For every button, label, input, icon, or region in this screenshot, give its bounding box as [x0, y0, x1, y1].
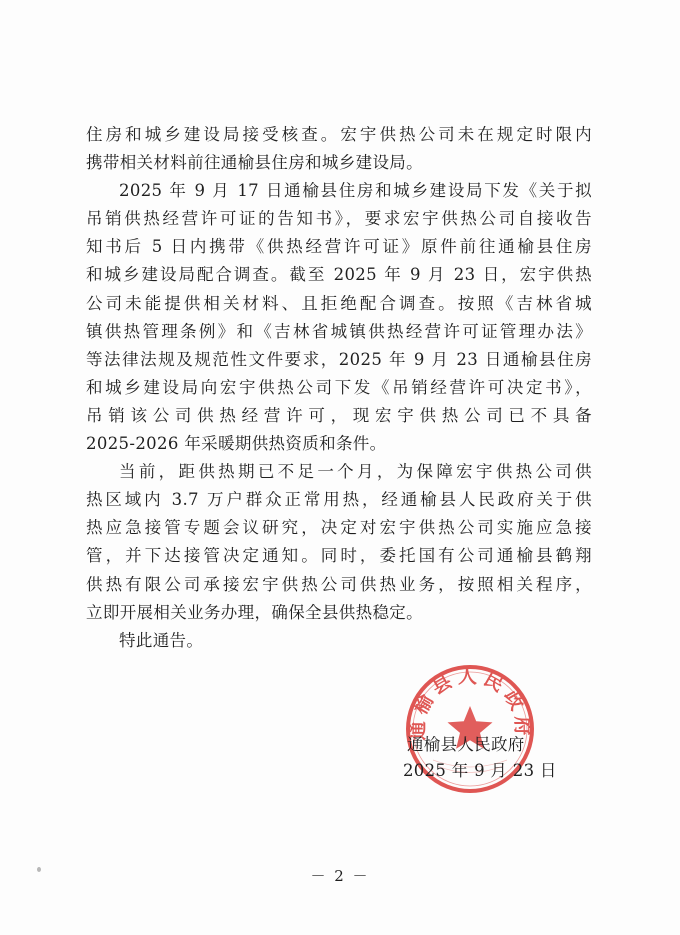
paragraph-2-line-2: 吊销供热经营许可证的告知书》，要求宏宇供热公司自接收告: [86, 209, 592, 229]
svg-text:通榆县人民政府: 通榆县人民政府: [406, 665, 534, 741]
signing-date: 2025 年 9 月 23 日: [403, 761, 557, 780]
paragraph-3-line-4: 管，并下达接管决定通知。同时，委托国有公司通榆县鹤翔: [86, 546, 592, 566]
paragraph-3-line-3: 热应急接管专题会议研究，决定对宏宇供热公司实施应急接: [86, 518, 592, 538]
paragraph-3-line-2: 热区域内 3.7 万户群众正常用热，经通榆县人民政府关于供: [86, 490, 592, 510]
paragraph-2-line-7: 等法律法规及规范性文件要求，2025 年 9 月 23 日通榆县住房: [86, 349, 592, 369]
paragraph-3-line-5: 供热有限公司承接宏宇供热公司供热业务，按照相关程序，: [86, 574, 592, 594]
paragraph-2-line-3: 知书后 5 日内携带《供热经营许可证》原件前往通榆县住房: [86, 237, 592, 257]
notice-body: [86, 121, 592, 655]
paragraph-2-line-4: 和城乡建设局配合调查。截至 2025 年 9 月 23 日，宏宇供热: [86, 265, 592, 285]
paragraph-3-line-6: 立即开展相关业务办理，确保全县供热稳定。: [86, 602, 423, 622]
closing-line: 特此通告。: [119, 630, 204, 650]
paragraph-2-line-8: 和城乡建设局向宏宇供热公司下发《吊销经营许可决定书》，: [86, 377, 592, 397]
paragraph-2-line-1: 2025 年 9 月 17 日通榆县住房和城乡建设局下发《关于拟: [119, 181, 592, 201]
paragraph-2-line-6: 镇供热管理条例》和《吉林省城镇供热经营许可证管理办法》: [86, 321, 592, 341]
paragraph-3-line-1: 当前，距供热期已不足一个月，为保障宏宇供热公司供: [119, 462, 592, 482]
signing-organization: 通榆县人民政府: [407, 735, 525, 754]
paragraph-2-line-9: 吊销该公司供热经营许可，现宏宇供热公司已不具备: [86, 405, 592, 425]
paragraph-1-line-2: 携带相关材料前往通榆县住房和城乡建设局。: [86, 153, 423, 173]
paragraph-2-line-10: 2025-2026 年采暖期供热资质和条件。: [86, 434, 387, 454]
paragraph-2-line-5: 公司未能提供相关材料、且拒绝配合调查。按照《吉林省城: [86, 293, 592, 313]
page-number: － 2 －: [310, 867, 370, 885]
paragraph-1-line-1: 住房和城乡建设局接受核查。宏宇供热公司未在规定时限内: [86, 125, 592, 144]
